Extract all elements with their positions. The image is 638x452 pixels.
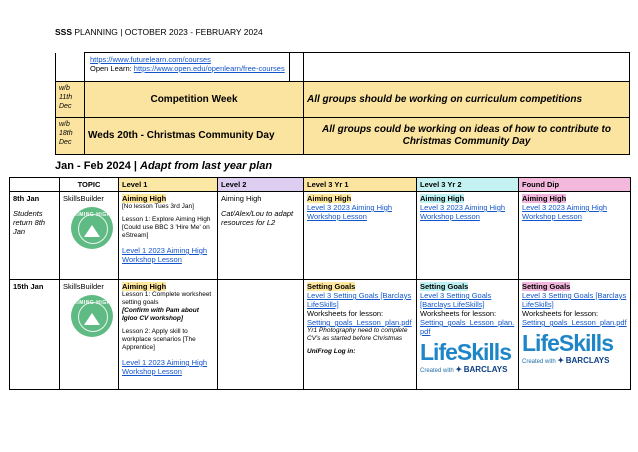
openlearn-link[interactable]: https://www.open.edu/openlearn/free-courses	[133, 64, 285, 73]
lesson-link[interactable]: Level 3 2023 Aiming High Workshop Lesson	[307, 203, 393, 221]
lesson-note: Lesson 2: Apply skill to workplace scenarios [The Apprentice]	[122, 328, 196, 351]
lesson-title: Aiming High	[122, 194, 167, 203]
header-title: PLANNING | OCTOBER 2023 - FEBRUARY 2024	[72, 27, 263, 37]
lesson-note: Lesson 1: Explore Aiming High [Could use BBC 3 'Hire Me' on eStream]	[122, 216, 211, 239]
row-week: 8th Jan	[13, 194, 40, 203]
section-subtitle: Adapt from last year plan	[140, 160, 273, 172]
lesson-link[interactable]: Level 1 2023 Aiming High Workshop Lesson	[122, 246, 208, 264]
lesson-note: [Confirm with Pam about Igloo CV workshop]	[122, 307, 199, 322]
lesson-title: Setting Goals	[307, 282, 356, 291]
barclays-eagle-icon: ✦	[455, 365, 463, 374]
barclays-eagle-icon: ✦	[557, 356, 565, 365]
row-note: Students return 8th Jan	[13, 209, 46, 236]
header-level-2: Level 2	[218, 178, 304, 192]
lesson-link[interactable]: Level 3 Setting Goals [Barclays LifeSkills]	[522, 291, 627, 309]
lesson-title: Aiming High	[307, 194, 352, 203]
header-bold: SSS	[55, 27, 73, 37]
lesson-title: Aiming High	[420, 194, 465, 203]
header-level-1: Level 1	[119, 178, 218, 192]
unifrog-label: UniFrog Log in:	[307, 348, 356, 355]
worksheets-label: Worksheets for lesson:	[420, 309, 497, 318]
lesson-link[interactable]: Level 3 Setting Goals [Barclays LifeSkills]	[420, 291, 492, 309]
week-cell: w/b 11th Dec	[56, 82, 85, 118]
lifeskills-logo: LifeSkills Created with ✦ BARCLAYS	[522, 330, 613, 365]
worksheets-label: Worksheets for lesson:	[307, 309, 384, 318]
lifeskills-logo: LifeSkills Created with ✦ BARCLAYS	[420, 339, 511, 374]
worksheets-label: Worksheets for lesson:	[522, 309, 599, 318]
pdf-link[interactable]: Setting_goals_Lesson_plan.pdf	[307, 318, 412, 327]
header-topic: TOPIC	[60, 178, 119, 192]
lesson-title: Setting Goals	[522, 282, 571, 291]
week-cell: w/b 18th Dec	[56, 118, 85, 155]
lesson-note: Lesson 1: Complete worksheet setting goals	[122, 291, 212, 306]
lesson-link[interactable]: Level 3 Setting Goals [Barclays LifeSkills]	[307, 291, 412, 309]
page-header	[55, 27, 263, 37]
header-level-3-yr-2: Level 3 Yr 2	[417, 178, 519, 192]
lesson-note: [No lesson Tues 3rd Jan]	[122, 203, 194, 210]
futurelearn-link[interactable]: https://www.futurelearn.com/courses	[90, 55, 211, 64]
lesson-note: Yr1 Photography need to complete CV's as started before Christmas	[307, 327, 408, 342]
lesson-link[interactable]: Level 1 2023 Aiming High Workshop Lesson	[122, 358, 208, 376]
topic-label: SkillsBuilder	[63, 282, 104, 291]
note-cell: All groups could be working on ideas of how to contribute to Christmas Community Day	[304, 118, 630, 155]
event-cell: Weds 20th - Christmas Community Day	[85, 118, 304, 155]
header-level-3-yr-1: Level 3 Yr 1	[304, 178, 417, 192]
lesson-note: Cat/Alex/Lou to adapt resources for L2	[221, 209, 294, 227]
lesson-title: Aiming High	[122, 282, 167, 291]
pdf-link[interactable]: Setting_goals_Lesson_plan.pdf	[420, 318, 515, 336]
open-learn-label: Open Learn:	[90, 64, 134, 73]
aiming-high-badge-icon: AIMING HIGH	[71, 207, 113, 249]
pdf-link[interactable]: Setting_goals_Lesson_plan.pdf	[522, 318, 627, 327]
lesson-title: Aiming High	[221, 194, 262, 203]
topic-label: SkillsBuilder	[63, 194, 104, 203]
lesson-title: Aiming High	[522, 194, 567, 203]
note-cell: All groups should be working on curriculum competitions	[304, 82, 630, 118]
event-cell: Competition Week	[85, 82, 304, 118]
row-week: 15th Jan	[13, 282, 44, 291]
top-table	[55, 52, 630, 155]
section-title: Jan - Feb 2024 | Adapt from last year plan	[55, 160, 273, 172]
lesson-link[interactable]: Level 3 2023 Aiming High Workshop Lesson	[420, 203, 506, 221]
plan-table	[9, 177, 631, 390]
lesson-link[interactable]: Level 3 2023 Aiming High Workshop Lesson	[522, 203, 608, 221]
header-found-dip: Found Dip	[519, 178, 631, 192]
lesson-title: Setting Goals	[420, 282, 469, 291]
aiming-high-badge-icon: AIMING HIGH	[71, 295, 113, 337]
